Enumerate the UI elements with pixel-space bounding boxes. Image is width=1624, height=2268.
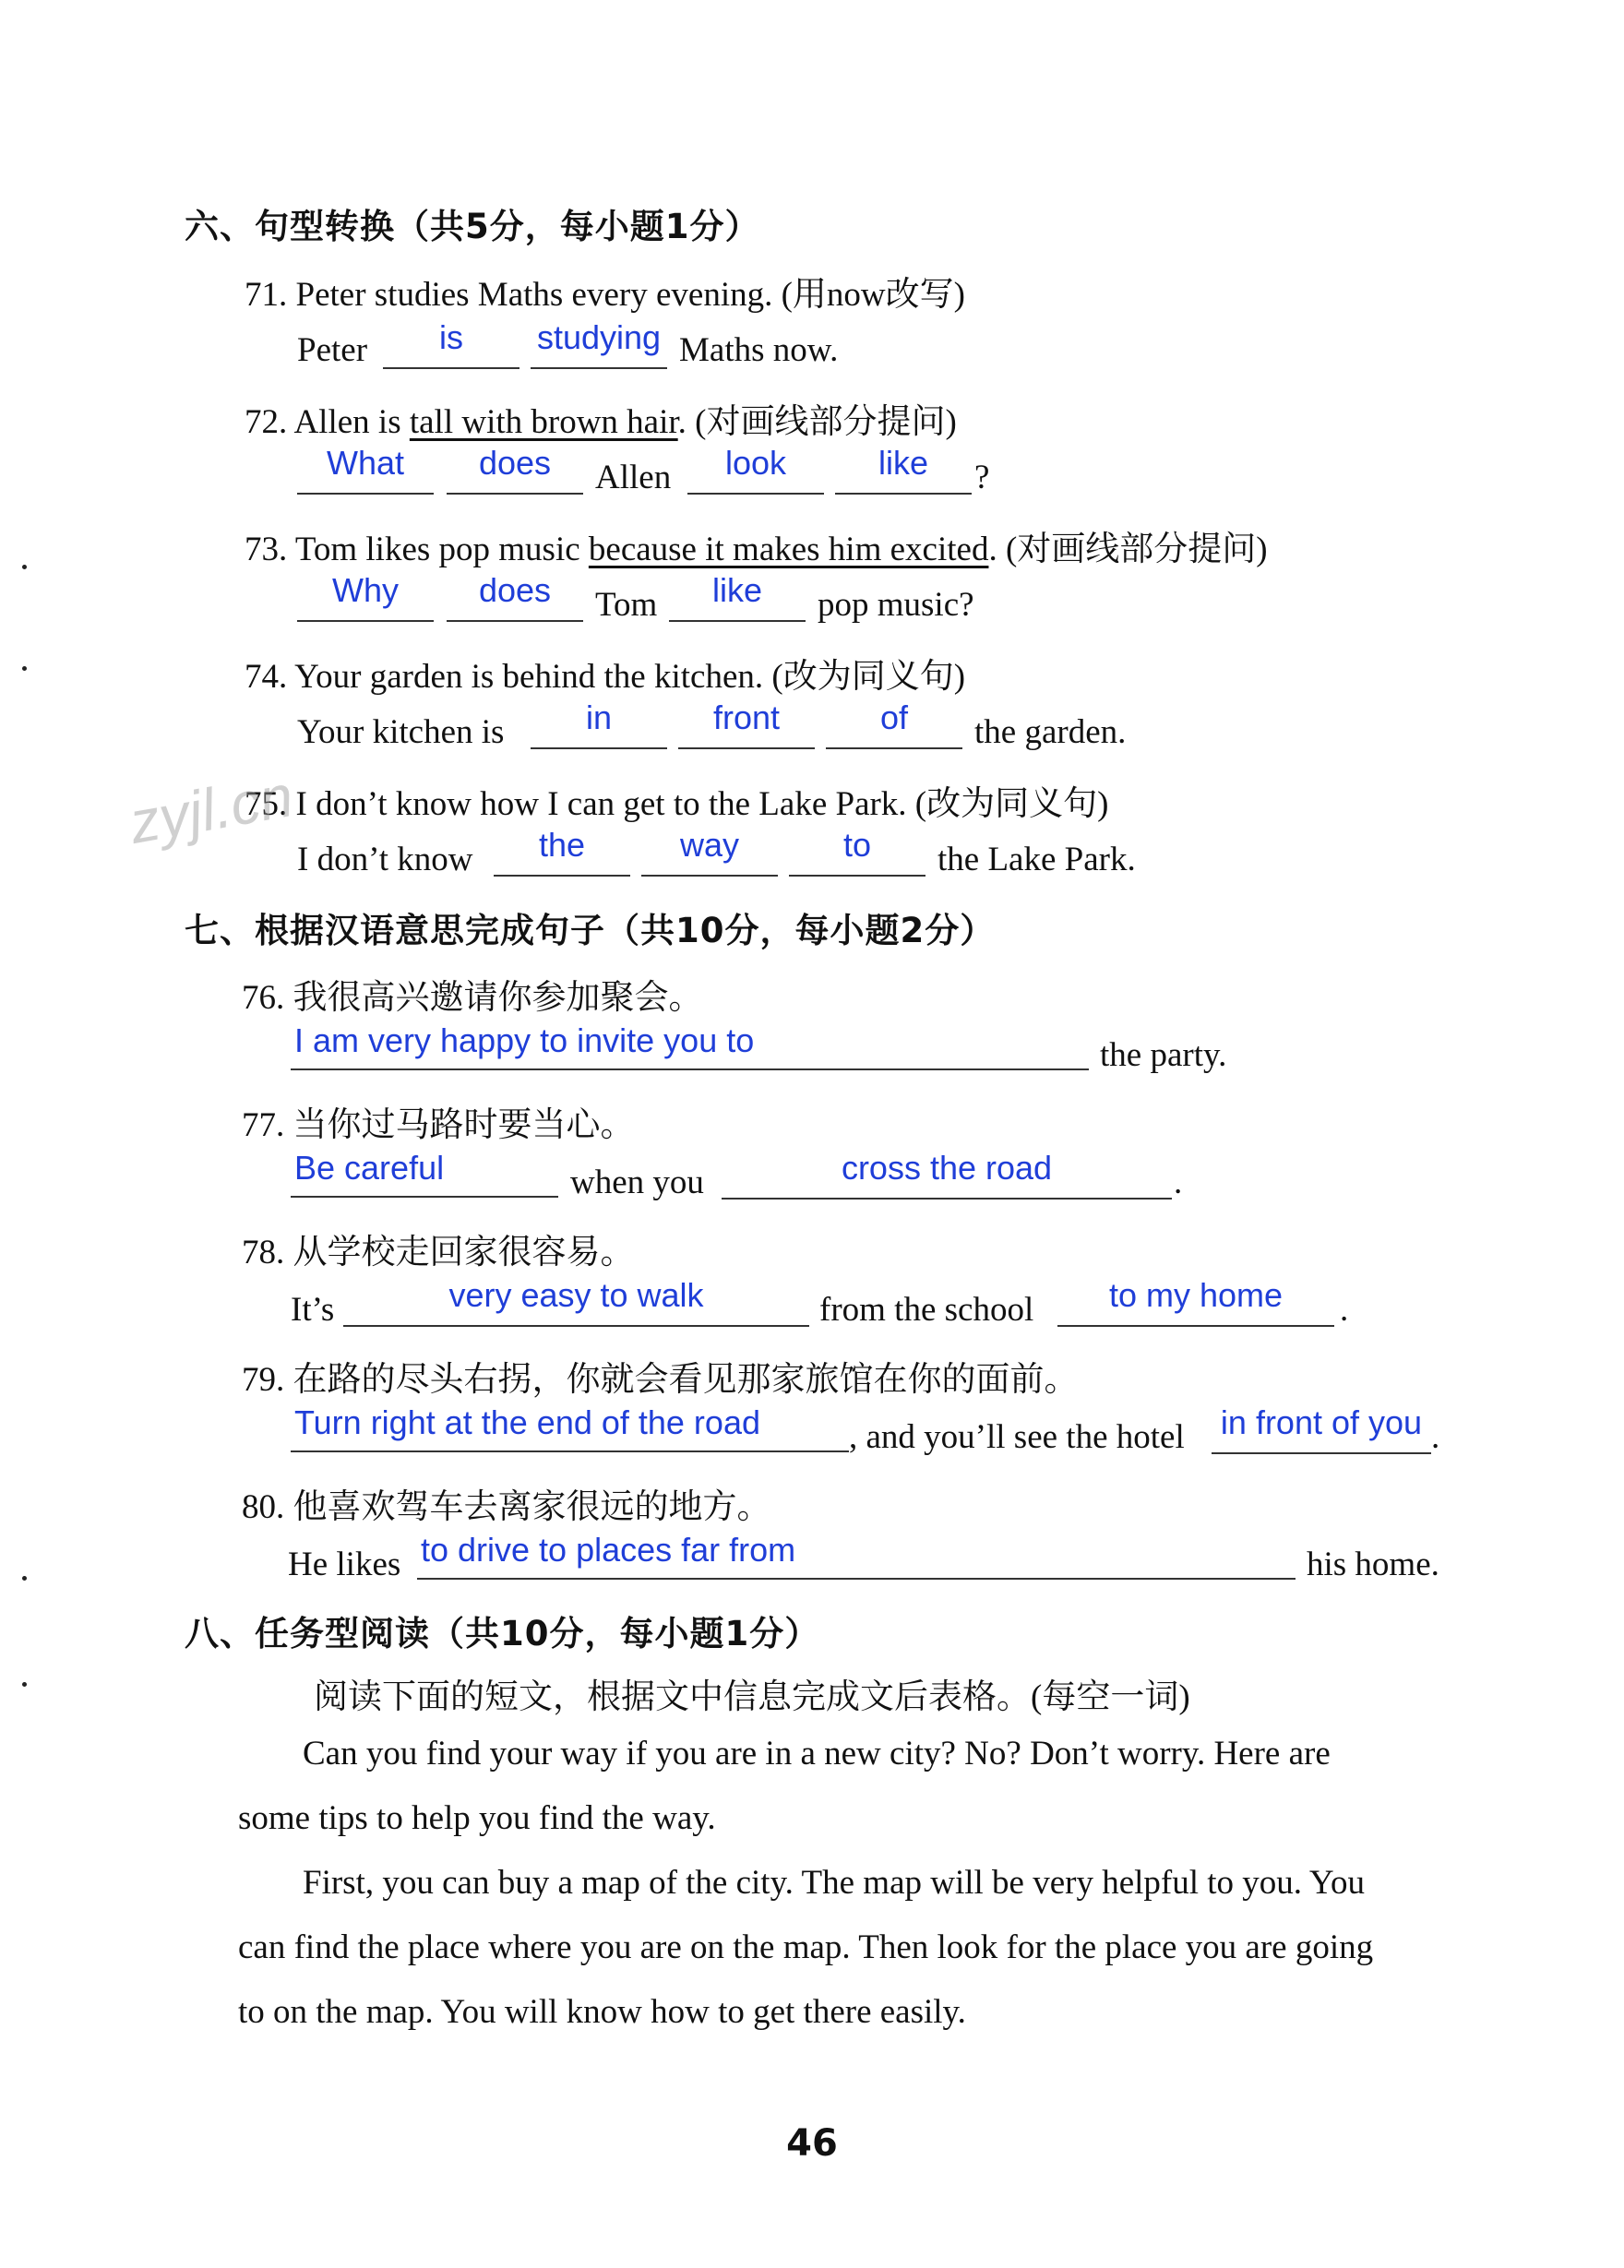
- q71-text-c: Maths now.: [679, 331, 839, 369]
- q72-blank-1[interactable]: What: [297, 441, 434, 495]
- margin-dot: [22, 565, 27, 569]
- q73-prompt-post: . (对画线部分提问): [988, 531, 1268, 568]
- q72-text-end: ?: [974, 459, 990, 496]
- q73-blank-3[interactable]: like: [669, 568, 806, 622]
- q73-blank-2[interactable]: does: [447, 568, 583, 622]
- page-number: 46: [786, 2122, 838, 2165]
- q79-text-end: .: [1431, 1418, 1440, 1456]
- q75-blank-3[interactable]: to: [789, 823, 925, 877]
- q75-blank-2[interactable]: way: [641, 823, 778, 877]
- reading-instruction: 阅读下面的短文，根据文中信息完成文后表格。(每空一词): [314, 1678, 1190, 1716]
- q78-blank-1[interactable]: very easy to walk: [343, 1273, 809, 1327]
- reading-paragraph-1: [238, 1722, 1475, 1851]
- q73-prompt: [245, 520, 1268, 570]
- q72-blank-2[interactable]: does: [447, 441, 583, 495]
- reading-p2-line-2: can find the place where you are on the map. Then look for the place you are going: [238, 1928, 1374, 1966]
- q78-text-end: .: [1340, 1291, 1349, 1329]
- q72-blank-4[interactable]: like: [835, 441, 972, 495]
- q73-prompt-underlined: because it makes him excited: [588, 531, 989, 568]
- q80-text-a: He likes: [288, 1546, 401, 1583]
- q78-text-a: It’s: [291, 1291, 335, 1329]
- q74-blank-3[interactable]: of: [826, 696, 962, 749]
- q74-text-end: the garden.: [974, 713, 1127, 751]
- q72-prompt-underlined: tall with brown hair: [409, 403, 678, 441]
- margin-dot: [22, 666, 27, 671]
- q80-blank-1[interactable]: to drive to places far from: [417, 1528, 1296, 1580]
- watermark: zyjl.cn: [125, 762, 298, 856]
- q71-text-a: Peter: [297, 331, 368, 369]
- q71-blank-1[interactable]: is: [383, 316, 519, 369]
- q79-text-mid: , and you’ll see the hotel: [849, 1418, 1185, 1456]
- margin-dot: [22, 1682, 27, 1687]
- q75-text-end: the Lake Park.: [937, 841, 1136, 878]
- q72-prompt-pre: 72. Allen is: [245, 403, 410, 441]
- section-6-heading: 六、句型转换（共5分，每小题1分）: [185, 207, 760, 246]
- reading-paragraph-2: [238, 1851, 1475, 2045]
- q78-blank-2[interactable]: to my home: [1057, 1273, 1334, 1327]
- q80-text-end: his home.: [1307, 1546, 1439, 1583]
- q74-blank-1[interactable]: in: [531, 696, 667, 749]
- q72-prompt: [245, 393, 957, 443]
- q79-blank-2[interactable]: in front of you: [1212, 1401, 1431, 1454]
- reading-p1-line-2: some tips to help you find the way.: [238, 1799, 716, 1837]
- q79-prompt: 79. 在路的尽头右拐，你就会看见那家旅馆在你的面前。: [242, 1361, 1079, 1399]
- q74-prompt: 74. Your garden is behind the kitchen. (改为同义句): [245, 658, 966, 696]
- section-7-heading: 七、根据汉语意思完成句子（共10分，每小题2分）: [185, 911, 996, 950]
- q73-prompt-pre: 73. Tom likes pop music: [245, 531, 589, 568]
- q75-text-a: I don’t know: [297, 841, 473, 878]
- q75-prompt: 75. I don’t know how I can get to the Lake Park. (改为同义句): [245, 785, 1109, 823]
- q74-blank-2[interactable]: front: [678, 696, 815, 749]
- q77-text-mid: when you: [570, 1164, 704, 1201]
- q78-text-mid: from the school: [819, 1291, 1034, 1329]
- q80-prompt: 80. 他喜欢驾车去离家很远的地方。: [242, 1488, 771, 1526]
- q76-prompt: 76. 我很高兴邀请你参加聚会。: [242, 979, 703, 1017]
- q77-blank-2[interactable]: cross the road: [722, 1146, 1172, 1200]
- q73-text-mid: Tom: [595, 586, 658, 624]
- q77-blank-1[interactable]: Be careful: [291, 1146, 558, 1198]
- q79-blank-1[interactable]: Turn right at the end of the road: [291, 1401, 849, 1452]
- q71-prompt: 71. Peter studies Maths every evening. (用now改写): [245, 276, 965, 314]
- q74-text-a: Your kitchen is: [297, 713, 505, 751]
- q72-prompt-post: . (对画线部分提问): [677, 403, 957, 441]
- q76-blank-1[interactable]: I am very happy to invite you to: [291, 1019, 1089, 1070]
- q73-text-end: pop music?: [818, 586, 974, 624]
- margin-dot: [22, 1576, 27, 1581]
- q78-prompt: 78. 从学校走回家很容易。: [242, 1234, 635, 1271]
- reading-p2-line-1: First, you can buy a map of the city. The map will be very helpful to you. You: [303, 1864, 1365, 1902]
- q77-prompt: 77. 当你过马路时要当心。: [242, 1106, 635, 1144]
- reading-p1-line-1: Can you find your way if you are in a new city? No? Don’t worry. Here are: [303, 1735, 1331, 1773]
- q73-blank-1[interactable]: Why: [297, 568, 434, 622]
- q71-blank-2[interactable]: studying: [531, 316, 667, 369]
- reading-p2-line-3: to on the map. You will know how to get there easily.: [238, 1993, 966, 2031]
- q77-text-end: .: [1174, 1164, 1183, 1201]
- q76-text-end: the party.: [1100, 1036, 1227, 1074]
- q72-blank-3[interactable]: look: [687, 441, 824, 495]
- q72-text-mid: Allen: [595, 459, 672, 496]
- q75-blank-1[interactable]: the: [494, 823, 630, 877]
- section-8-heading: 八、任务型阅读（共10分，每小题1分）: [185, 1614, 820, 1653]
